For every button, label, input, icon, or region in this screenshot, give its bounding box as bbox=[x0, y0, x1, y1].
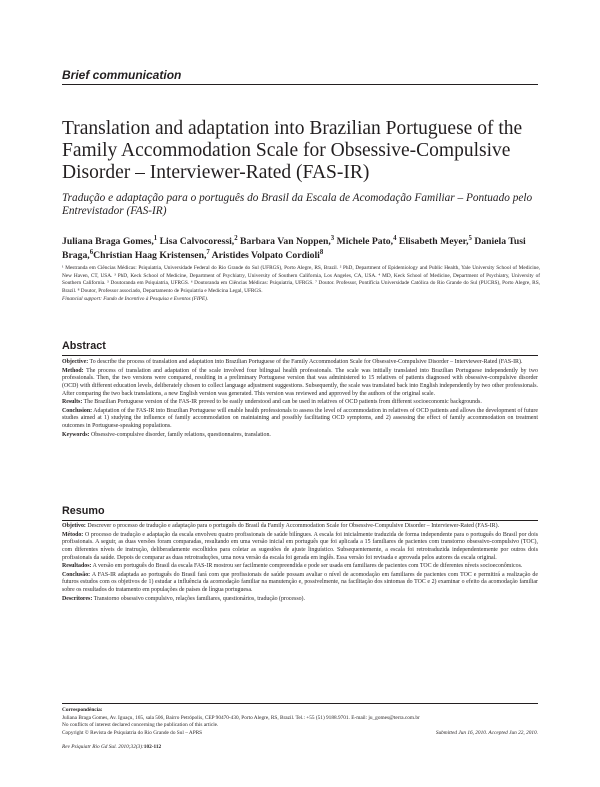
text: Obsessive-compulsive disorder, family relations, questionnaires, translation. bbox=[90, 431, 271, 438]
label: Keywords: bbox=[62, 431, 90, 438]
abstract-heading: Abstract bbox=[62, 340, 106, 352]
resumo-conclusion bbox=[62, 572, 538, 595]
footer-row bbox=[62, 730, 538, 738]
abstract-method bbox=[62, 368, 538, 399]
author-sup: 3 bbox=[330, 234, 335, 242]
author: Michele Pato, bbox=[334, 236, 394, 247]
author-sup: 1 bbox=[153, 234, 158, 242]
author: Elisabeth Meyer, bbox=[396, 236, 469, 247]
label: Método: bbox=[62, 531, 84, 538]
label: Objective: bbox=[62, 359, 89, 365]
label: Descritores: bbox=[62, 595, 93, 602]
correspondence-footer bbox=[62, 707, 538, 737]
correspondence-address: Juliana Braga Gomes, Av. Iguaçu, 165, sala 506, Bairro Petrópolis, CEP 90470-430, Porto Alegre, RS, Brazil. Tel.: +55 (51) 9188.9701. E-mail: ju_gomes@terra.com.br bbox=[62, 714, 420, 721]
affiliations-text: ¹ Mestranda em Ciências Médicas: Psiquiatria, Universidade Federal do Rio Grande do Sul (UFRGS), Porto Alegre, RS, Brazil. ² PhD, Department of Epidemiology and Public Health, Yale University School of Medicine, New Haven, CT, USA. ³ PhD, Keck School of Medicine, Department of Psychiatry, University of Southern California, Los Angeles, CA, USA. ⁴ MD, Keck School of Medicine, Department of Psychiatry, University of Southern California. ⁵ Doutoranda em Psiquiatria, UFRGS. ⁶ Doutoranda em Ciências Médicas: Psiquiatria, UFRGS. ⁷ Doutor. Professor, Pontifícia Universidade Católica do Rio Grande do Sul (PUCRS), Porto Alegre, RS, Brazil. ⁸ Doutor, Professor associado, Departamento de Psiquiatria e Medicina Legal, UFRGS. bbox=[62, 265, 540, 295]
abstract-body bbox=[62, 359, 538, 440]
affiliations bbox=[62, 265, 540, 304]
resumo-objective bbox=[62, 523, 538, 531]
text: A FAS-IR adaptada ao português do Brasil fará com que profissionais de saúde possam avaliar o nível de acomodação em familiares de pacientes com TOC e permitirá a realização de futuros estudos com os objetivos de 1) estudar a influência da acomodação familiar na manutenção e, possivelmente, na facilitação dos sintomas do TOC e 2) examinar o efeito da acomodação familiar sobre os resultados do tratamento em populações de países de língua portuguesa. bbox=[62, 571, 538, 594]
resumo-body bbox=[62, 523, 538, 604]
text: To describe the process of translation and adaptation into Brazilian Portuguese of the Family Accommodation Scale for Obsessive-Compulsive Disorder – Interviewer-Rated (FAS-IR). bbox=[89, 359, 523, 365]
author: Lisa Calvocoressi, bbox=[157, 236, 235, 247]
submission-dates: Submitted Jun 16, 2010. Accepted Jun 22, 2010. bbox=[435, 729, 538, 736]
journal-citation bbox=[62, 744, 161, 751]
author-sup: 2 bbox=[234, 234, 238, 242]
author-sup: 7 bbox=[206, 248, 210, 256]
conflicts-statement: No conflicts of interest declared concerning the publication of this article. bbox=[62, 722, 219, 729]
label: Method: bbox=[62, 367, 84, 374]
text: The process of translation and adaptation of the scale involved four bilingual health professionals. The scale was initially translated into Brazilian Portuguese independently by two professionals. Then, the two versions were compared, resulting in a preliminary Portuguese version that was administered to 15 relatives of patients diagnosed with obsessive-compulsive disorder (OCD) with different education levels, deliberately chosen to collect language adjustment suggestions. Subsequently, the scale was translated back into English independently by two other professionals. After comparing the two back translations, a new English version was generated. This version was reviewed and approved by the authors of the original scale. bbox=[62, 367, 538, 397]
copyright: Copyright © Revista de Psiquiatria do Rio Grande do Sul – APRS bbox=[62, 729, 203, 736]
abstract-keywords bbox=[62, 432, 538, 440]
author-sup: 6 bbox=[89, 248, 94, 256]
financial-support: Financial support: Fundo de Incentivo à Pesquisa e Eventos (FIPE). bbox=[62, 295, 209, 302]
author-sup: 8 bbox=[319, 248, 324, 256]
abstract-results bbox=[62, 399, 538, 407]
label: Results: bbox=[62, 399, 83, 406]
text: Transtorno obsessivo compulsivo, relações familiares, questionários, tradução (processo). bbox=[93, 595, 305, 602]
article-title: Translation and adaptation into Brazilian Portuguese of the Family Accommodation Scale for Obsessive-Compulsive Disorder – Interviewer-Rated (FAS-IR) bbox=[62, 118, 523, 183]
resumo-heading: Resumo bbox=[62, 505, 105, 517]
abstract-conclusion bbox=[62, 408, 538, 431]
footer-rule bbox=[62, 703, 538, 704]
author-sup: 5 bbox=[468, 234, 472, 242]
resumo-rule bbox=[62, 520, 538, 521]
author: Daniela Tusi Braga, bbox=[62, 236, 526, 261]
author-list bbox=[62, 235, 540, 262]
author: Juliana Braga Gomes, bbox=[62, 236, 154, 247]
text: O processo de tradução e adaptação da escala envolveu quatro profissionais de saúde bilíngues. A escala foi inicialmente traduzida de forma independente para o português do Brasil por dois profissionais. A seguir, as duas versões foram comparadas, resultando em uma versão inicial em português que foi aplicada a 15 familiares de pacientes com transtorno obsessivo-compulsivo (TOC), com diferentes níveis de instrução, deliberadamente escolhidos para coletar as sugestões de ajuste linguístico. Subsequentemente, a escala foi retrotraduzida independentemente por outros dois profissionais da saúde. Depois de comparar as duas retrotraduções, uma nova versão da escala foi gerada em inglês. Essa versão foi revisada e aprovada pelos autores da escala original. bbox=[62, 531, 538, 561]
label: Objetivo: bbox=[62, 523, 86, 529]
article-subtitle: Tradução e adaptação para o português do Brasil da Escala de Acomodação Familiar – Pontuado pelo Entrevistador (FAS-IR) bbox=[62, 192, 533, 217]
resumo-method bbox=[62, 532, 538, 563]
label: Conclusion: bbox=[62, 407, 93, 414]
section-label: Brief communication bbox=[62, 68, 182, 82]
author: Aristides Volpato Cordioli bbox=[209, 249, 320, 261]
abstract-rule bbox=[62, 355, 538, 356]
label: Resultados: bbox=[62, 563, 92, 570]
author: Christian Haag Kristensen, bbox=[93, 249, 207, 261]
author-sup: 4 bbox=[393, 234, 397, 242]
correspondence-label: Correspondência: bbox=[62, 707, 103, 713]
text: Adaptation of the FAS-IR into Brazilian Portuguese will enable health professionals to assess the level of accommodation in relatives of OCD patients and allows the development of future studies aimed at 1) studying the influence of family accommodation on maintaining and possibly facilitating OCD symptoms, and 2) assessing the effect of family accommodation on treatment outcomes in Portuguese-speaking populations. bbox=[62, 407, 538, 430]
text: The Brazilian Portuguese version of the FAS-IR proved to be easily understood and can be used in relatives of OCD patients from different socioeconomic backgrounds. bbox=[83, 399, 482, 406]
header-rule bbox=[62, 84, 538, 85]
citation-pages: 102-112 bbox=[143, 744, 162, 750]
resumo-keywords bbox=[62, 596, 538, 604]
text: A versão em português do Brasil da escala FAS-IR mostrou ser facilmente compreendida e pode ser usada em familiares de pacientes com TOC de diferentes níveis socioeconômicos. bbox=[92, 563, 523, 570]
resumo-results bbox=[62, 563, 538, 571]
label: Conclusão: bbox=[62, 571, 91, 578]
abstract-objective bbox=[62, 359, 538, 367]
text: Descrever o processo de tradução e adaptação para o português do Brasil da Family Accommodation Scale for Obsessive-Compulsive Disorder – Interviewer-Rated (FAS-IR). bbox=[87, 523, 500, 529]
author: Barbara Van Noppen, bbox=[237, 236, 331, 247]
citation-prefix: Rev Psiquiatr Rio Gd Sul. 2010;32(3): bbox=[62, 744, 144, 750]
